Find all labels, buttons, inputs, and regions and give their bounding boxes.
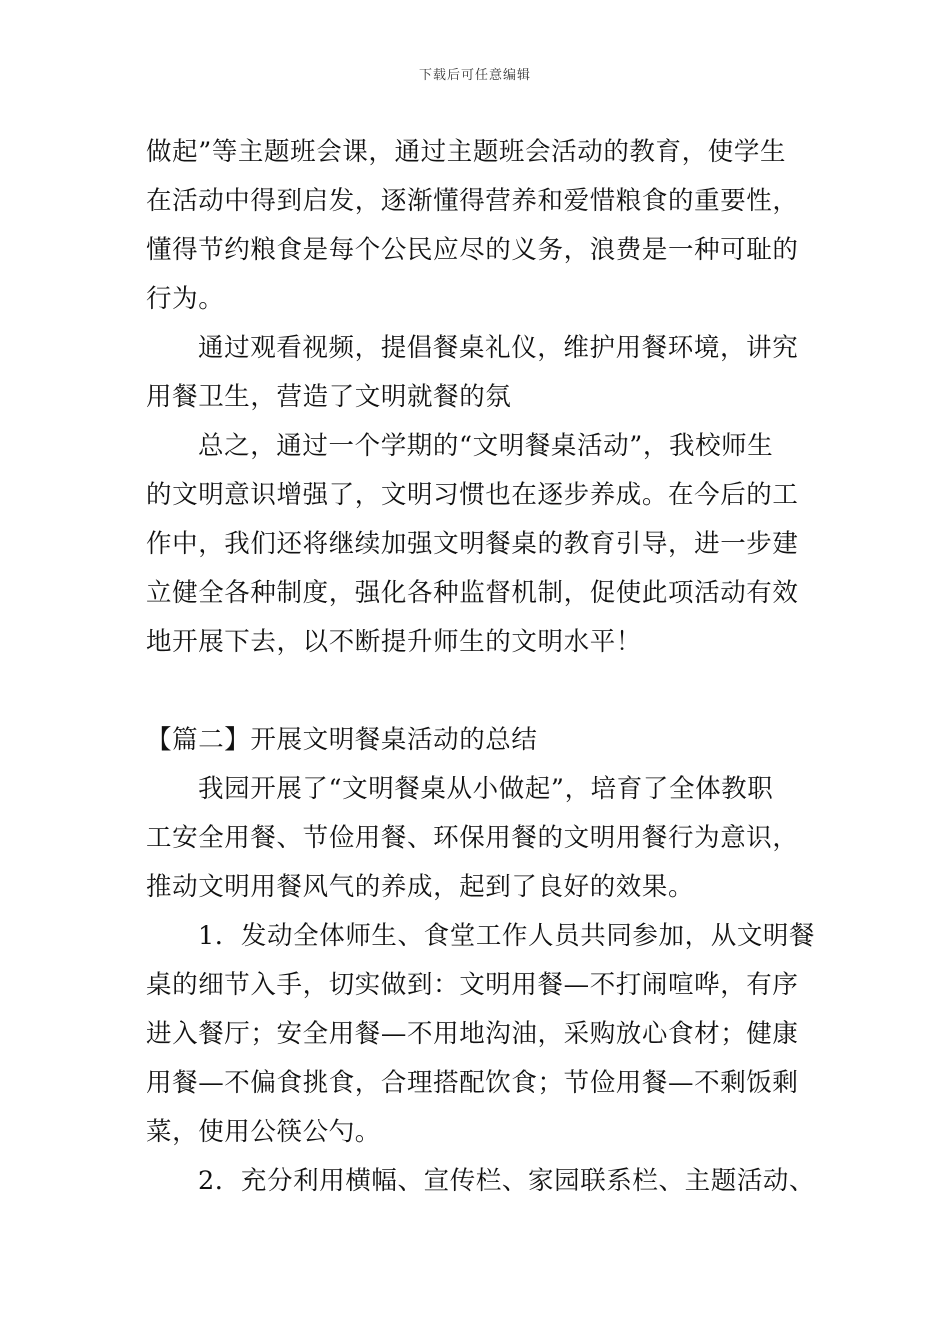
text-line: 做起”等主题班会课，通过主题班会活动的教育，使学生 (146, 137, 787, 167)
text-line: 推动文明用餐风气的养成，起到了良好的效果。 (146, 872, 695, 902)
text-line: 用餐卫生，营造了文明就餐的氛 (146, 382, 512, 412)
text-line: 工安全用餐、节俭用餐、环保用餐的文明用餐行为意识， (146, 823, 799, 853)
page-header: 下载后可任意编辑 (418, 68, 531, 83)
text-line: 的文明意识增强了，文明习惯也在逐步养成。在今后的工 (146, 480, 799, 510)
text-line: 菜，使用公筷公勺。 (146, 1117, 381, 1147)
text-line: 用餐—不偏食挑食，合理搭配饮食；节俭用餐—不剩饭剩 (146, 1068, 799, 1098)
text-line: 在活动中得到启发，逐渐懂得营养和爱惜粮食的重要性， (146, 186, 799, 216)
text-line: 行为。 (146, 284, 225, 314)
blank-line (146, 667, 811, 716)
paragraph-first-line: 我园开展了“文明餐桌从小做起”，培育了全体教职 (198, 774, 774, 804)
document-body (146, 128, 816, 1206)
text-line: 立健全各种制度，强化各种监督机制，促使此项活动有效 (146, 578, 799, 608)
text-line: 进入餐厅；安全用餐—不用地沟油，采购放心食材；健康 (146, 1019, 799, 1049)
paragraph-first-line: 通过观看视频，提倡餐桌礼仪，维护用餐环境，讲究 (198, 333, 799, 363)
text-line: 懂得节约粮食是每个公民应尽的义务，浪费是一种可耻的 (146, 235, 799, 265)
paragraph-first-line: 总之，通过一个学期的“文明餐桌活动”，我校师生 (198, 431, 774, 461)
paragraph-first-line: 1．发动全体师生、食堂工作人员共同参加，从文明餐 (198, 921, 816, 951)
section-heading: 【篇二】开展文明餐桌活动的总结 (146, 725, 538, 755)
text-line: 作中，我们还将继续加强文明餐桌的教育引导，进一步建 (146, 529, 799, 559)
paragraph-first-line: 2．充分利用横幅、宣传栏、家园联系栏、主题活动、 (198, 1166, 816, 1196)
text-line: 桌的细节入手，切实做到：文明用餐—不打闹喧哗，有序 (146, 970, 799, 1000)
text-line: 地开展下去，以不断提升师生的文明水平！ (146, 627, 642, 657)
